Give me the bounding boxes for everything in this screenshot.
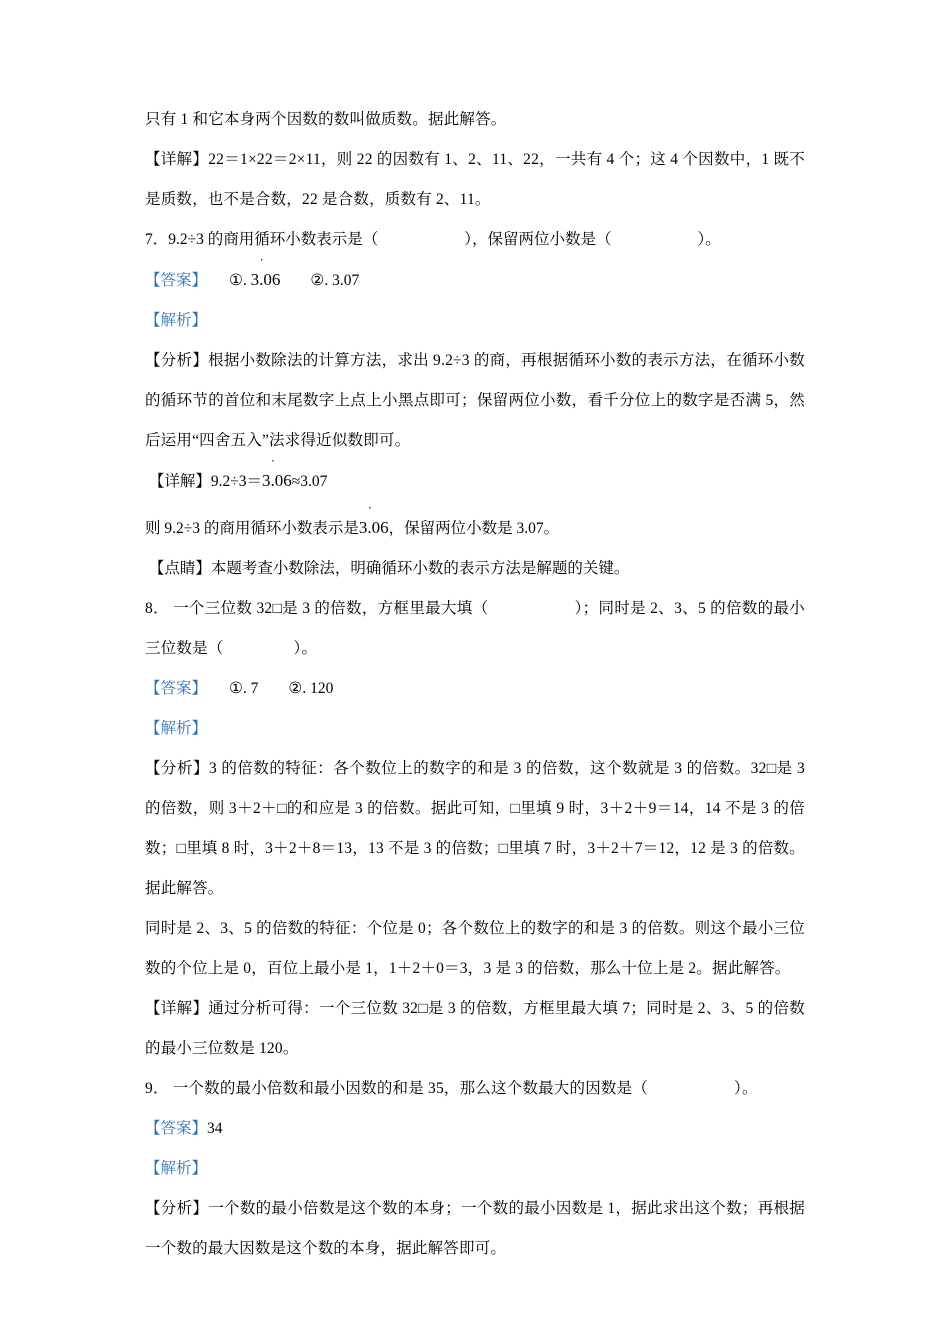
answer-label: 【答案】: [145, 272, 208, 289]
answer-index-1: ①.: [229, 272, 247, 289]
question-9-analysis: 【分析】一个数的最小倍数是这个数的本身；一个数的最小因数是 1，据此求出这个数；再根据一个数的最大因数是这个数的本身，据此解答即可。: [145, 1200, 805, 1257]
answer-value-2: 120: [310, 680, 334, 697]
question-7-analysis-label: 【解析】: [145, 312, 208, 329]
question-9-number: 9．: [145, 1080, 169, 1097]
repeating-dot-icon: ．: [368, 499, 380, 511]
answer-value-2: 3.07: [332, 272, 360, 289]
question-9-analysis-label: 【解析】: [145, 1160, 208, 1177]
question-7-number: 7．: [145, 231, 169, 248]
question-8-analysis: 【分析】3 的倍数的特征：各个数位上的数字的和是 3 的倍数，这个数就是 3 的倍数。32□是 3 的倍数，则 3＋2＋□的和应是 3 的倍数。据此可知，□里填 9 时，3＋2＋9＝14，14 不是 3 的倍数；□里填 8 时，3＋2＋8＝13，13 不是 3 的倍数；□里填 7 时，3＋2＋7＝12，12 是 3 的倍数。据此解答。: [145, 760, 810, 897]
question-7-analysis: 【分析】根据小数除法的计算方法，求出 9.2÷3 的商，再根据循环小数的表示方法，在循环小数的循环节的首位和末尾数字上点上小黑点即可；保留两位小数，看千分位上的数字是否满 5，然后运用“四舍五入”法求得近似数即可。: [145, 352, 805, 449]
paragraph-intro: 只有 1 和它本身两个因数的数叫做质数。据此解答。: [145, 111, 507, 128]
question-7-stem-part2: ），保留两位小数是（: [464, 231, 612, 248]
question-7-stem-part3: ）。: [697, 231, 721, 248]
question-8-stem: 8． 一个三位数 32□是 3 的倍数，方框里最大填（ ）；同时是 2、3、5 的倍数的最小三位数是（ ）。: [145, 600, 805, 657]
question-7-answer: [145, 251, 805, 301]
question-7-stem: [145, 220, 805, 260]
answer-value: 34: [207, 1120, 223, 1137]
question-7-tip: 【点睛】本题考查小数除法，明确循环小数的表示方法是解题的关键。: [148, 560, 630, 577]
question-7-conclusion: 则 9.2÷3 的商用循环小数表示是 ． 3.06，保留两位小数是 3.07。: [145, 508, 805, 549]
question-8-detail: 【详解】通过分析可得：一个三位数 32□是 3 的倍数，方框里最大填 7；同时是 2、3、5 的倍数的最小三位数是 120。: [145, 1000, 805, 1057]
repeating-dot-icon: ．: [271, 452, 283, 464]
answer-label: 【答案】: [145, 680, 208, 697]
detail-repeating-decimal: ． 3.06: [262, 452, 292, 490]
question-7-stem-part1: 9.2÷3 的商用循环小数表示是（: [168, 231, 379, 248]
answer-value-1: 7: [250, 680, 259, 697]
question-8-answer: [145, 669, 805, 709]
paragraph-detail-22: 【详解】22＝1×22＝2×11，则 22 的因数有 1、2、11、22，一共有 4 个；这 4 个因数中，1 既不是质数，也不是合数，22 是合数，质数有 2、11。: [145, 151, 805, 208]
question-8-number: 8．: [145, 600, 169, 617]
question-8-analysis-2: 同时是 2、3、5 的倍数的特征：个位是 0；各个数位上的数字的和是 3 的倍数。则这个最小三位数的个位上是 0，百位上最小是 1，1＋2＋0＝3，3 是 3 的倍数，那么十位上是 2。据此解答。: [145, 920, 805, 977]
question-9-answer: [145, 1109, 805, 1149]
answer-index-1: ①.: [229, 680, 247, 697]
question-9-stem: 9． 一个数的最小倍数和最小因数的和是 35，那么这个数最大的因数是（ ）。: [145, 1080, 758, 1097]
answer-value-1: ． 3.06: [250, 251, 281, 289]
conclusion-repeating-decimal: ． 3.06: [358, 499, 389, 537]
question-8-analysis-label: 【解析】: [145, 720, 208, 737]
answer-index-2: ②.: [288, 680, 307, 697]
answer-index-2: ②.: [310, 272, 329, 289]
question-7-detail: 【详解】9.2÷3＝ ． 3.06≈3.07: [145, 461, 805, 502]
answer-label: 【答案】: [145, 1120, 208, 1137]
repeating-dot-icon: ．: [260, 251, 272, 263]
